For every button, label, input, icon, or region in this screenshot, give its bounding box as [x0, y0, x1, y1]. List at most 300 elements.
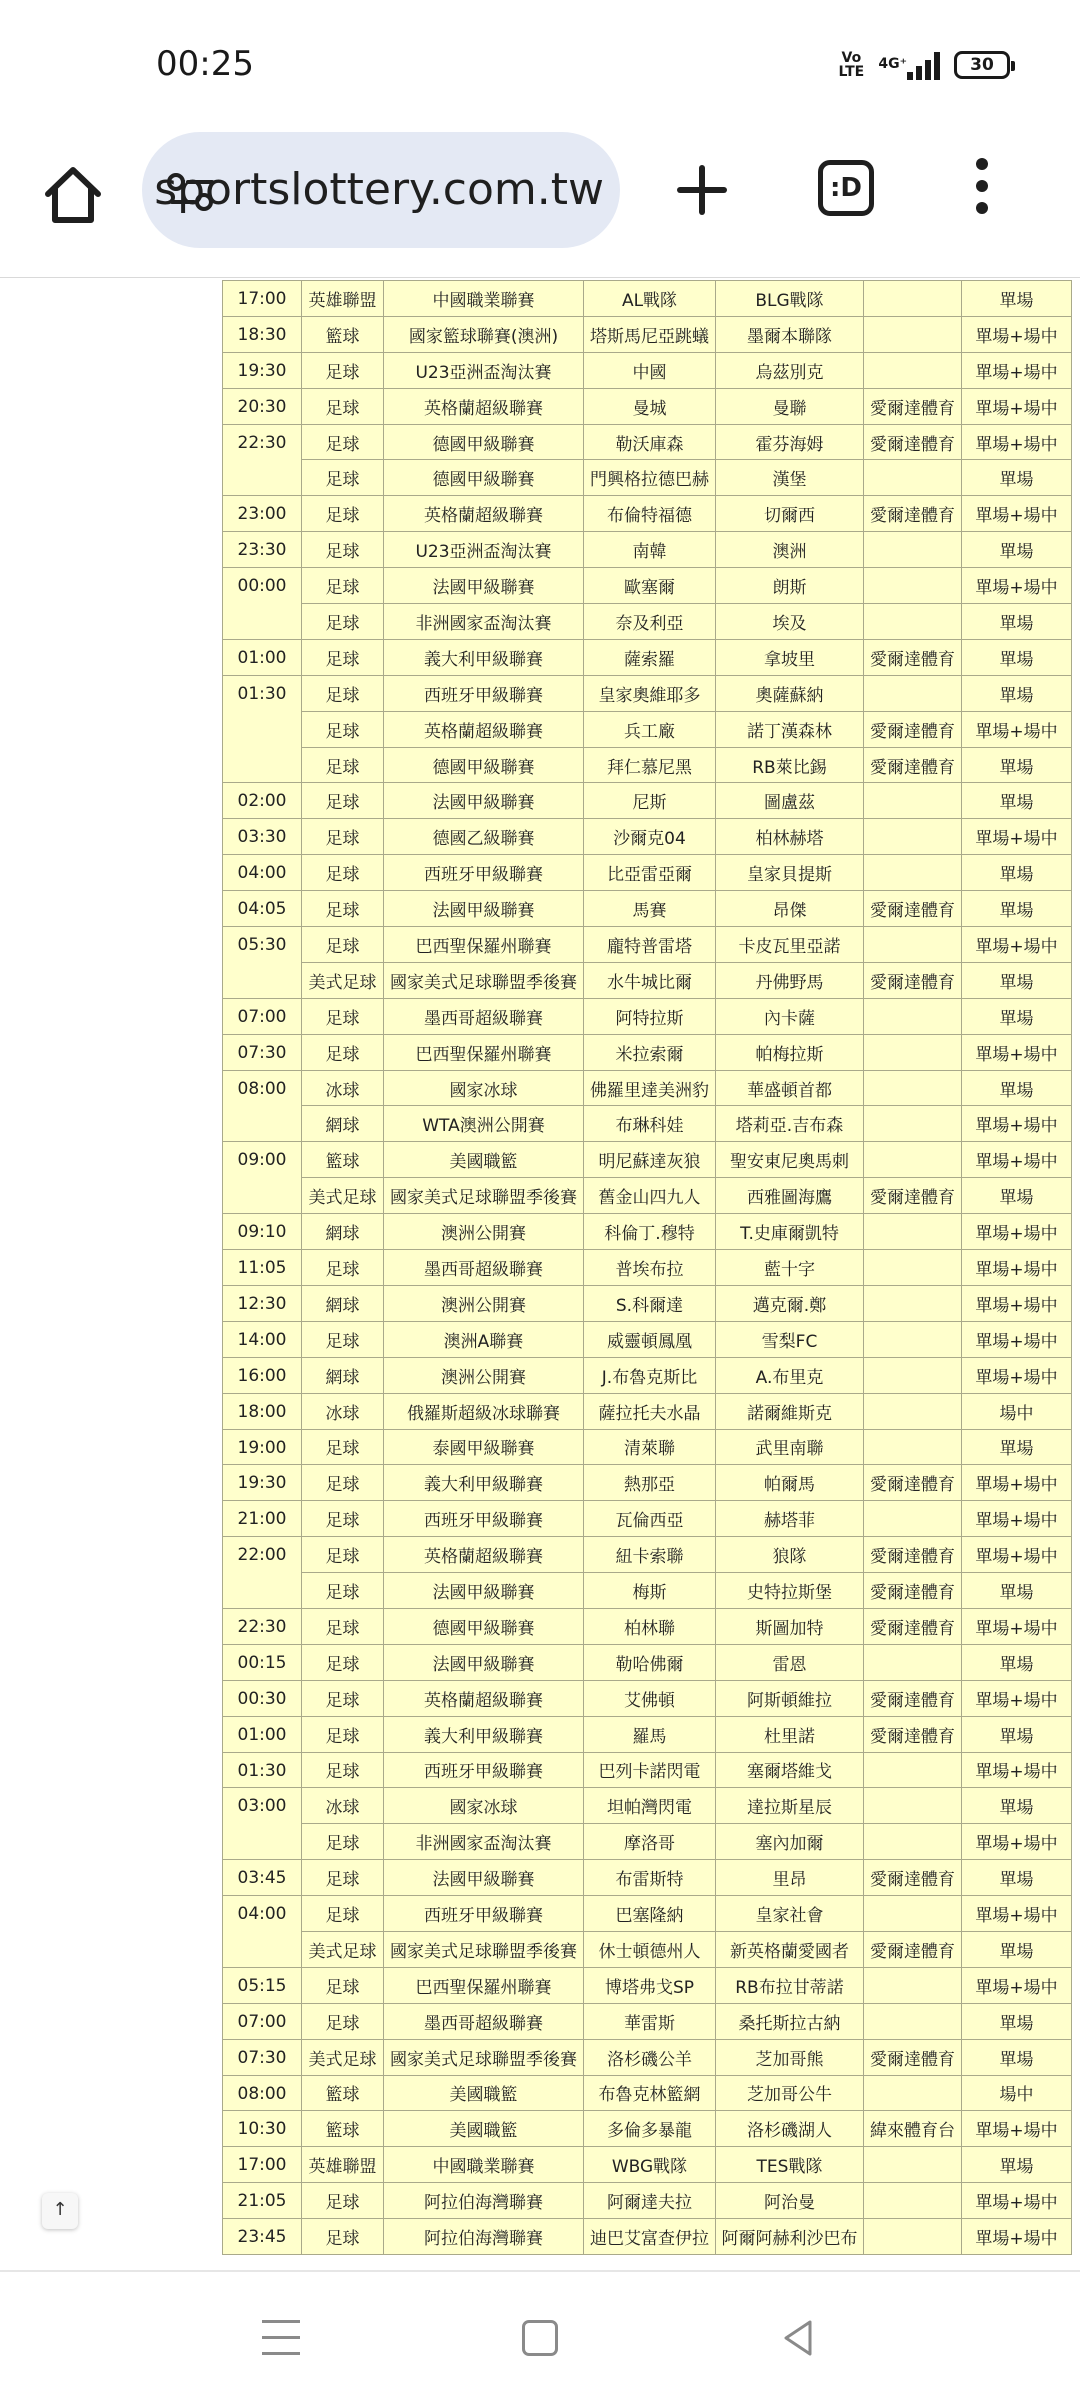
bet-cell: 單場: [962, 1860, 1072, 1896]
sport-cell: 足球: [302, 1896, 384, 1932]
sport-cell: 美式足球: [302, 1178, 384, 1214]
table-row: [223, 1573, 1072, 1609]
away-cell: 阿治曼: [716, 2183, 864, 2219]
league-cell: 英格蘭超級聯賽: [384, 1537, 584, 1573]
sport-cell: 網球: [302, 1214, 384, 1250]
table-row: [223, 711, 1072, 747]
sport-cell: 美式足球: [302, 962, 384, 998]
time-cell: 01:30: [223, 1752, 302, 1788]
home-cell: 米拉索爾: [584, 1034, 716, 1070]
sport-cell: 足球: [302, 1501, 384, 1537]
away-cell: 奧薩蘇納: [716, 675, 864, 711]
away-cell: 卡皮瓦里亞諾: [716, 927, 864, 963]
time-cell: 20:30: [223, 388, 302, 424]
table-row: [223, 1321, 1072, 1357]
table-row: [223, 1537, 1072, 1573]
time-cell: 12:30: [223, 1285, 302, 1321]
home-cell: 兵工廠: [584, 711, 716, 747]
league-cell: 西班牙甲級聯賽: [384, 1501, 584, 1537]
time-cell: 05:30: [223, 927, 302, 999]
sport-cell: 足球: [302, 1967, 384, 2003]
tv-cell: [864, 2075, 962, 2111]
table-row: [223, 1285, 1072, 1321]
tv-cell: 愛爾達體育: [864, 1537, 962, 1573]
away-cell: 柏林赫塔: [716, 819, 864, 855]
tv-cell: [864, 1106, 962, 1142]
away-cell: 藍十字: [716, 1250, 864, 1286]
home-cell: 布琳科娃: [584, 1106, 716, 1142]
table-row: [223, 2075, 1072, 2111]
league-cell: 墨西哥超級聯賽: [384, 2003, 584, 2039]
table-row: [223, 2111, 1072, 2147]
table-row: [223, 1896, 1072, 1932]
sport-cell: 美式足球: [302, 2039, 384, 2075]
league-cell: 美國職籃: [384, 2111, 584, 2147]
home-cell: 科倫丁.穆特: [584, 1214, 716, 1250]
league-cell: 英格蘭超級聯賽: [384, 496, 584, 532]
bet-cell: 單場+場中: [962, 819, 1072, 855]
sport-cell: 英雄聯盟: [302, 281, 384, 317]
table-row: [223, 2183, 1072, 2219]
home-cell: 沙爾克04: [584, 819, 716, 855]
away-cell: 芝加哥公牛: [716, 2075, 864, 2111]
tv-cell: [864, 281, 962, 317]
away-cell: 內卡薩: [716, 998, 864, 1034]
table-row: [223, 1931, 1072, 1967]
tv-cell: [864, 1429, 962, 1465]
bet-cell: 單場+場中: [962, 2111, 1072, 2147]
away-cell: 里昂: [716, 1860, 864, 1896]
time-cell: 01:00: [223, 1716, 302, 1752]
away-cell: 達拉斯星辰: [716, 1788, 864, 1824]
league-cell: 國家美式足球聯盟季後賽: [384, 1178, 584, 1214]
time-cell: 07:00: [223, 2003, 302, 2039]
home-cell: 坦帕灣閃電: [584, 1788, 716, 1824]
away-cell: 埃及: [716, 604, 864, 640]
league-cell: 國家美式足球聯盟季後賽: [384, 2039, 584, 2075]
league-cell: 西班牙甲級聯賽: [384, 855, 584, 891]
sport-cell: 足球: [302, 675, 384, 711]
away-cell: 塔莉亞.吉布森: [716, 1106, 864, 1142]
time-cell: 04:05: [223, 891, 302, 927]
signal-icon: [878, 50, 940, 80]
bet-cell: 單場+場中: [962, 927, 1072, 963]
bet-cell: 單場: [962, 2039, 1072, 2075]
home-cell: 拜仁慕尼黑: [584, 747, 716, 783]
sport-cell: 足球: [302, 998, 384, 1034]
home-cell: 清萊聯: [584, 1429, 716, 1465]
table-row: [223, 1752, 1072, 1788]
league-cell: 泰國甲級聯賽: [384, 1429, 584, 1465]
time-cell: 23:00: [223, 496, 302, 532]
sport-cell: 足球: [302, 1680, 384, 1716]
league-cell: 澳洲公開賽: [384, 1357, 584, 1393]
home-cell: 迪巴艾富查伊拉: [584, 2219, 716, 2255]
bet-cell: 單場+場中: [962, 1465, 1072, 1501]
away-cell: 史特拉斯堡: [716, 1573, 864, 1609]
league-cell: 巴西聖保羅州聯賽: [384, 927, 584, 963]
table-row: [223, 2039, 1072, 2075]
bet-cell: 單場+場中: [962, 496, 1072, 532]
time-cell: 16:00: [223, 1357, 302, 1393]
sport-cell: 足球: [302, 2003, 384, 2039]
tv-cell: 愛爾達體育: [864, 496, 962, 532]
recents-icon[interactable]: [262, 2320, 300, 2356]
bet-cell: 單場: [962, 2147, 1072, 2183]
more-vert-icon[interactable]: [970, 158, 994, 222]
tv-cell: 愛爾達體育: [864, 1465, 962, 1501]
league-cell: 西班牙甲級聯賽: [384, 675, 584, 711]
time-cell: 21:05: [223, 2183, 302, 2219]
home-cell: 艾佛頓: [584, 1680, 716, 1716]
away-cell: 芝加哥熊: [716, 2039, 864, 2075]
tv-cell: [864, 1357, 962, 1393]
back-triangle-icon[interactable]: [780, 2318, 816, 2358]
away-cell: 漢堡: [716, 460, 864, 496]
league-cell: 義大利甲級聯賽: [384, 1465, 584, 1501]
sport-cell: 足球: [302, 2219, 384, 2255]
away-cell: 洛杉磯湖人: [716, 2111, 864, 2147]
tv-cell: [864, 1250, 962, 1286]
bet-cell: 單場: [962, 281, 1072, 317]
bet-cell: 單場+場中: [962, 1824, 1072, 1860]
league-cell: 澳洲公開賽: [384, 1285, 584, 1321]
sport-cell: 足球: [302, 855, 384, 891]
bet-cell: 單場+場中: [962, 1967, 1072, 2003]
time-cell: 03:45: [223, 1860, 302, 1896]
away-cell: 拿坡里: [716, 639, 864, 675]
away-cell: 墨爾本聯隊: [716, 316, 864, 352]
table-row: [223, 639, 1072, 675]
table-row: [223, 1142, 1072, 1178]
table-row: [223, 568, 1072, 604]
tv-cell: [864, 1070, 962, 1106]
league-cell: 中國職業聯賽: [384, 281, 584, 317]
home-cell: 水牛城比爾: [584, 962, 716, 998]
away-cell: TES戰隊: [716, 2147, 864, 2183]
home-cell: 阿爾達夫拉: [584, 2183, 716, 2219]
sport-cell: 足球: [302, 1860, 384, 1896]
tv-cell: [864, 1034, 962, 1070]
home-cell: 羅馬: [584, 1716, 716, 1752]
home-cell: 阿特拉斯: [584, 998, 716, 1034]
sport-cell: 足球: [302, 460, 384, 496]
schedule-table: [222, 280, 1072, 2255]
scroll-to-top-button[interactable]: ↑: [42, 2193, 78, 2229]
plus-icon[interactable]: [672, 160, 732, 220]
away-cell: 昂傑: [716, 891, 864, 927]
bet-cell: 單場+場中: [962, 1034, 1072, 1070]
table-row: [223, 1501, 1072, 1537]
league-cell: 非洲國家盃淘汰賽: [384, 604, 584, 640]
home-cell: S.科爾達: [584, 1285, 716, 1321]
table-row: [223, 1644, 1072, 1680]
tv-cell: 愛爾達體育: [864, 2039, 962, 2075]
sport-cell: 冰球: [302, 1070, 384, 1106]
away-cell: 狼隊: [716, 1537, 864, 1573]
sport-cell: 足球: [302, 819, 384, 855]
bet-cell: 單場+場中: [962, 1501, 1072, 1537]
tv-cell: [864, 1967, 962, 2003]
tv-cell: 愛爾達體育: [864, 1860, 962, 1896]
league-cell: 澳洲A聯賽: [384, 1321, 584, 1357]
league-cell: 英格蘭超級聯賽: [384, 388, 584, 424]
sport-cell: 網球: [302, 1285, 384, 1321]
home-cell: 多倫多暴龍: [584, 2111, 716, 2147]
table-row: [223, 1716, 1072, 1752]
schedule-body: [223, 281, 1072, 2255]
home-cell: 威靈頓鳳凰: [584, 1321, 716, 1357]
tv-cell: 愛爾達體育: [864, 891, 962, 927]
bet-cell: 單場: [962, 1573, 1072, 1609]
sport-cell: 足球: [302, 891, 384, 927]
home-cell: 布倫特福德: [584, 496, 716, 532]
sport-cell: 網球: [302, 1106, 384, 1142]
tv-cell: [864, 1214, 962, 1250]
table-row: [223, 1788, 1072, 1824]
away-cell: 澳洲: [716, 532, 864, 568]
sport-cell: 籃球: [302, 316, 384, 352]
status-time: 00:25: [156, 44, 254, 84]
bet-cell: 單場+場中: [962, 1608, 1072, 1644]
bet-cell: 單場+場中: [962, 1106, 1072, 1142]
home-cell: 歐塞爾: [584, 568, 716, 604]
league-cell: 美國職籃: [384, 2075, 584, 2111]
bet-cell: 單場: [962, 1931, 1072, 1967]
league-cell: 法國甲級聯賽: [384, 1573, 584, 1609]
bet-cell: 單場+場中: [962, 1896, 1072, 1932]
league-cell: 國家冰球: [384, 1788, 584, 1824]
tv-cell: 愛爾達體育: [864, 1608, 962, 1644]
home-cell: 布魯克林籃網: [584, 2075, 716, 2111]
time-cell: 08:00: [223, 2075, 302, 2111]
table-row: [223, 281, 1072, 317]
sport-cell: 冰球: [302, 1788, 384, 1824]
away-cell: 諾丁漢森林: [716, 711, 864, 747]
sport-cell: 足球: [302, 1644, 384, 1680]
tv-cell: [864, 675, 962, 711]
league-cell: 西班牙甲級聯賽: [384, 1896, 584, 1932]
sport-cell: 足球: [302, 424, 384, 460]
bet-cell: 單場: [962, 747, 1072, 783]
away-cell: T.史庫爾凱特: [716, 1214, 864, 1250]
league-cell: 德國甲級聯賽: [384, 1608, 584, 1644]
bet-cell: 單場: [962, 1070, 1072, 1106]
away-cell: 皇家社會: [716, 1896, 864, 1932]
tv-cell: [864, 604, 962, 640]
away-cell: 帕梅拉斯: [716, 1034, 864, 1070]
away-cell: 桑托斯拉古納: [716, 2003, 864, 2039]
table-row: [223, 352, 1072, 388]
home-cell: 熱那亞: [584, 1465, 716, 1501]
home-cell: 中國: [584, 352, 716, 388]
time-cell: 09:00: [223, 1142, 302, 1214]
bet-cell: 單場: [962, 675, 1072, 711]
away-cell: 杜里諾: [716, 1716, 864, 1752]
sport-cell: 足球: [302, 1250, 384, 1286]
away-cell: BLG戰隊: [716, 281, 864, 317]
url-text[interactable]: sportslottery.com.tw: [154, 164, 604, 215]
league-cell: 義大利甲級聯賽: [384, 1716, 584, 1752]
sport-cell: 足球: [302, 1465, 384, 1501]
home-cell: 皇家奧維耶多: [584, 675, 716, 711]
league-cell: 非洲國家盃淘汰賽: [384, 1824, 584, 1860]
table-row: [223, 747, 1072, 783]
bet-cell: 單場+場中: [962, 1142, 1072, 1178]
network-type: 4G⁺: [878, 56, 907, 72]
table-row: [223, 1106, 1072, 1142]
home-cell: 洛杉磯公羊: [584, 2039, 716, 2075]
away-cell: 切爾西: [716, 496, 864, 532]
home-cell: 休士頓德州人: [584, 1931, 716, 1967]
bet-cell: 單場: [962, 2003, 1072, 2039]
time-cell: 22:30: [223, 424, 302, 496]
league-cell: 法國甲級聯賽: [384, 891, 584, 927]
home-cell: 塔斯馬尼亞跳蟻: [584, 316, 716, 352]
away-cell: 帕爾馬: [716, 1465, 864, 1501]
tv-cell: [864, 1501, 962, 1537]
time-cell: 22:30: [223, 1608, 302, 1644]
league-cell: 國家籃球聯賽(澳洲): [384, 316, 584, 352]
time-cell: 14:00: [223, 1321, 302, 1357]
volte-icon: Vo LTE: [838, 50, 865, 80]
home-cell: 薩拉托夫水晶: [584, 1393, 716, 1429]
home-icon[interactable]: [38, 160, 108, 230]
home-cell: 奈及利亞: [584, 604, 716, 640]
tv-cell: [864, 2183, 962, 2219]
tv-cell: [864, 783, 962, 819]
league-cell: 法國甲級聯賽: [384, 568, 584, 604]
home-cell: 舊金山四九人: [584, 1178, 716, 1214]
bet-cell: 單場+場中: [962, 1250, 1072, 1286]
time-cell: 19:00: [223, 1429, 302, 1465]
league-cell: 法國甲級聯賽: [384, 1860, 584, 1896]
away-cell: 阿爾阿赫利沙巴布: [716, 2219, 864, 2255]
time-cell: 18:30: [223, 316, 302, 352]
league-cell: 阿拉伯海灣聯賽: [384, 2183, 584, 2219]
time-cell: 10:30: [223, 2111, 302, 2147]
sport-cell: 足球: [302, 1608, 384, 1644]
league-cell: 俄羅斯超級冰球聯賽: [384, 1393, 584, 1429]
home-square-icon[interactable]: [522, 2320, 558, 2356]
bet-cell: 單場: [962, 962, 1072, 998]
away-cell: 邁克爾.鄭: [716, 1285, 864, 1321]
tv-cell: [864, 1321, 962, 1357]
sport-cell: 足球: [302, 388, 384, 424]
home-cell: 摩洛哥: [584, 1824, 716, 1860]
home-cell: 門興格拉德巴赫: [584, 460, 716, 496]
table-row: [223, 1393, 1072, 1429]
bet-cell: 單場: [962, 998, 1072, 1034]
time-cell: 19:30: [223, 352, 302, 388]
sport-cell: 足球: [302, 927, 384, 963]
away-cell: 皇家貝提斯: [716, 855, 864, 891]
sport-cell: 足球: [302, 1716, 384, 1752]
sport-cell: 籃球: [302, 2075, 384, 2111]
league-cell: 西班牙甲級聯賽: [384, 1752, 584, 1788]
away-cell: RB萊比錫: [716, 747, 864, 783]
league-cell: 美國職籃: [384, 1142, 584, 1178]
address-bar[interactable]: [142, 132, 620, 248]
table-row: [223, 855, 1072, 891]
league-cell: 國家冰球: [384, 1070, 584, 1106]
tv-cell: 愛爾達體育: [864, 711, 962, 747]
league-cell: 德國甲級聯賽: [384, 424, 584, 460]
battery-icon: 30: [954, 51, 1010, 79]
table-row: [223, 388, 1072, 424]
away-cell: 武里南聯: [716, 1429, 864, 1465]
league-cell: 國家美式足球聯盟季後賽: [384, 1931, 584, 1967]
league-cell: 德國甲級聯賽: [384, 747, 584, 783]
time-cell: 18:00: [223, 1393, 302, 1429]
tv-cell: 愛爾達體育: [864, 962, 962, 998]
tv-cell: 愛爾達體育: [864, 1931, 962, 1967]
table-row: [223, 460, 1072, 496]
page-content: [0, 275, 1080, 2270]
away-cell: 雷恩: [716, 1644, 864, 1680]
tv-cell: 愛爾達體育: [864, 1680, 962, 1716]
tab-switcher-icon[interactable]: :D: [818, 160, 874, 216]
league-cell: 德國甲級聯賽: [384, 460, 584, 496]
away-cell: 丹佛野馬: [716, 962, 864, 998]
tv-cell: [864, 998, 962, 1034]
table-row: [223, 2147, 1072, 2183]
bet-cell: 單場: [962, 855, 1072, 891]
tv-cell: [864, 352, 962, 388]
away-cell: 諾爾維斯克: [716, 1393, 864, 1429]
home-cell: 梅斯: [584, 1573, 716, 1609]
league-cell: 英格蘭超級聯賽: [384, 711, 584, 747]
away-cell: 新英格蘭愛國者: [716, 1931, 864, 1967]
league-cell: U23亞洲盃淘汰賽: [384, 532, 584, 568]
home-cell: 巴塞隆納: [584, 1896, 716, 1932]
home-cell: 曼城: [584, 388, 716, 424]
league-cell: WTA澳洲公開賽: [384, 1106, 584, 1142]
league-cell: 德國乙級聯賽: [384, 819, 584, 855]
bet-cell: 單場: [962, 1788, 1072, 1824]
bet-cell: 單場+場中: [962, 1285, 1072, 1321]
tv-cell: [864, 2147, 962, 2183]
sport-cell: 足球: [302, 604, 384, 640]
tv-cell: 愛爾達體育: [864, 388, 962, 424]
time-cell: 04:00: [223, 855, 302, 891]
sport-cell: 足球: [302, 1537, 384, 1573]
table-row: [223, 532, 1072, 568]
league-cell: 巴西聖保羅州聯賽: [384, 1967, 584, 2003]
table-row: [223, 1250, 1072, 1286]
sport-cell: 冰球: [302, 1393, 384, 1429]
table-row: [223, 1967, 1072, 2003]
home-cell: 普埃布拉: [584, 1250, 716, 1286]
tv-cell: 愛爾達體育: [864, 639, 962, 675]
table-row: [223, 1608, 1072, 1644]
league-cell: 墨西哥超級聯賽: [384, 1250, 584, 1286]
tv-cell: 愛爾達體育: [864, 747, 962, 783]
sport-cell: 籃球: [302, 2111, 384, 2147]
league-cell: 法國甲級聯賽: [384, 1644, 584, 1680]
sport-cell: 足球: [302, 1034, 384, 1070]
away-cell: A.布里克: [716, 1357, 864, 1393]
bet-cell: 單場+場中: [962, 1752, 1072, 1788]
league-cell: 法國甲級聯賽: [384, 783, 584, 819]
status-bar: [0, 0, 1080, 130]
time-cell: 07:00: [223, 998, 302, 1034]
table-row: [223, 962, 1072, 998]
sport-cell: 足球: [302, 352, 384, 388]
tv-cell: 愛爾達體育: [864, 1716, 962, 1752]
away-cell: 聖安東尼奧馬刺: [716, 1142, 864, 1178]
away-cell: 雪梨FC: [716, 1321, 864, 1357]
